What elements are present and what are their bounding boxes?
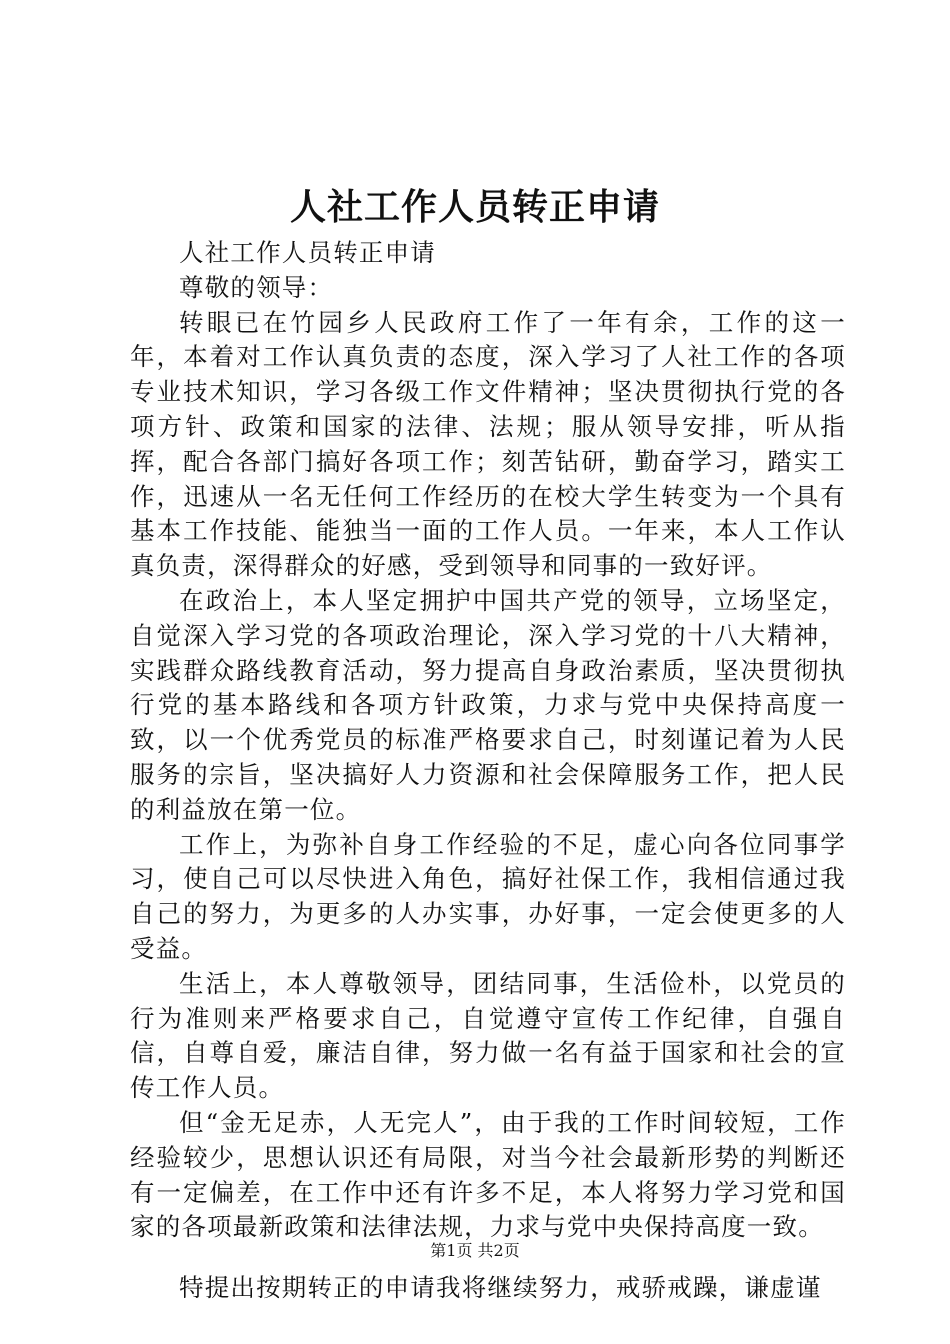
paragraph-politics: 在政治上，本人坚定拥护中国共产党的领导，立场坚定，自觉深入学习党的各项政治理论，深入学习党的十八大精神，实践群众路线教育活动，努力提高自身政治素质，坚决贯彻执行党的基本路线和各项方针政策，力求与党中央保持高度一致，以一个优秀党员的标准严格要求自己，时刻谨记着为人民服务的宗旨，坚决搞好人力资源和社会保障服务工作，把人民的利益放在第一位。 xyxy=(130,585,846,824)
paragraph-shortcomings: 但“金无足赤，人无完人”，由于我的工作时间较短，工作经验较少，思想认识还有局限，对当今社会最新形势的判断还有一定偏差，在工作中还有许多不足，本人将努力学习党和国家的各项最新政策和法律法规，力求与党中央保持高度一致。 xyxy=(130,1107,846,1242)
paragraph-intro: 转眼已在竹园乡人民政府工作了一年有余，工作的这一年，本着对工作认真负责的态度，深入学习了人社工作的各项专业技术知识，学习各级工作文件精神；坚决贯彻执行党的各项方针、政策和国家的法律、法规；服从领导安排，听从指挥，配合各部门搞好各项工作；刻苦钻研，勤奋学习，踏实工作，迅速从一名无任何工作经历的在校大学生转变为一个具有基本工作技能、能独当一面的工作人员。一年来，本人工作认真负责，深得群众的好感，受到领导和同事的一致好评。 xyxy=(130,307,846,581)
paragraph-salutation: 尊敬的领导： xyxy=(179,272,334,302)
document-body xyxy=(130,236,846,1306)
paragraph-heading-repeat: 人社工作人员转正申请 xyxy=(179,238,436,267)
page-number-footer: 第1页 共2页 xyxy=(430,1241,520,1260)
paragraph-request: 特提出按期转正的申请我将继续努力，戒骄戒躁，谦虚谨 xyxy=(179,1273,822,1303)
paragraph-work: 工作上，为弥补自身工作经验的不足，虚心向各位同事学习，使自己可以尽快进入角色，搞好社保工作，我相信通过我自己的努力，为更多的人办实事，办好事，一定会使更多的人受益。 xyxy=(130,829,846,963)
paragraph-life: 生活上，本人尊敬领导，团结同事，生活俭朴，以党员的行为准则来严格要求自己，自觉遵守宣传工作纪律，自强自信，自尊自爱，廉洁自律，努力做一名有益于国家和社会的宣传工作人员。 xyxy=(130,968,846,1103)
document-title: 人社工作人员转正申请 xyxy=(289,186,660,228)
